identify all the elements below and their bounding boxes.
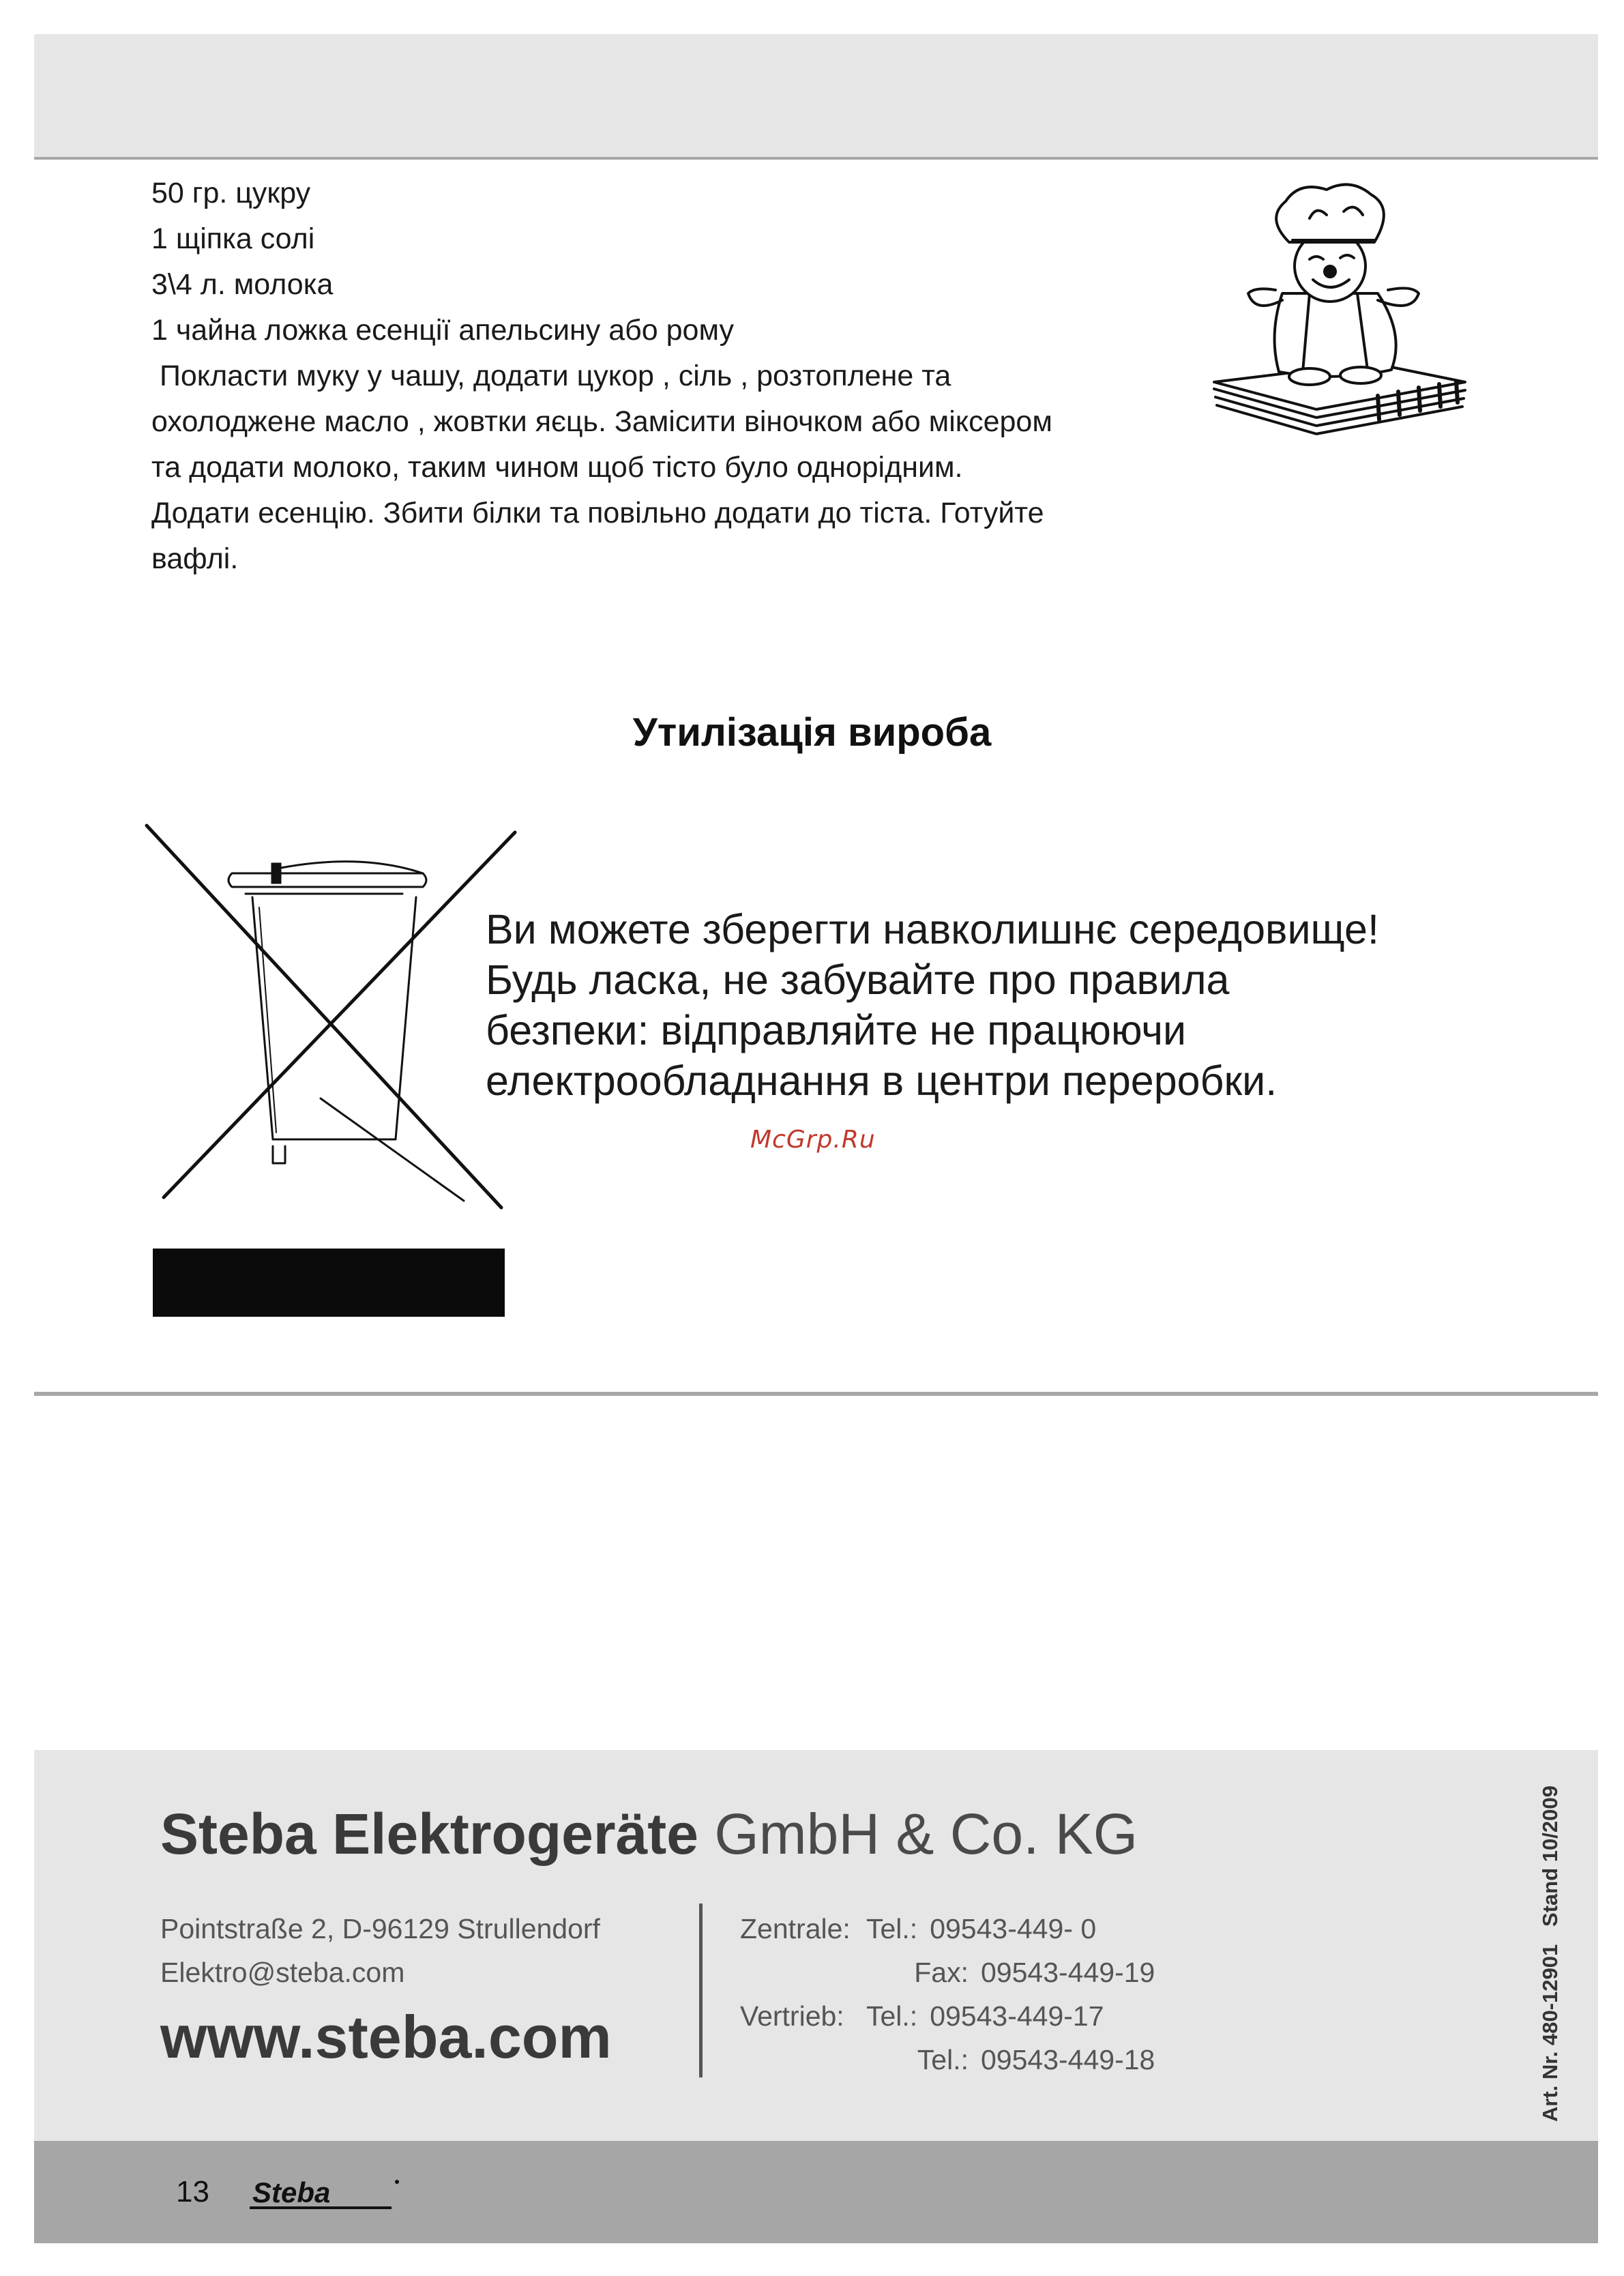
separate-collection-bar: [153, 1249, 505, 1317]
section-divider: [34, 1392, 1598, 1396]
recipe-line: та додати молоко, таким чином щоб тісто було однорідним.: [151, 451, 963, 484]
recipe-line: вафлі.: [151, 542, 239, 575]
contact-row: [740, 1907, 1155, 1951]
contact-row: [740, 1951, 1155, 1994]
contact-row: [740, 1994, 1155, 2038]
eco-message-line: Ви можете зберегти навколишнє середовище!: [486, 906, 1379, 952]
company-name: [160, 1801, 1138, 1867]
contact-type: Tel.:: [866, 2000, 918, 2032]
contact-number: 09543-449-18: [981, 2044, 1155, 2075]
contact-number: 09543-449-17: [930, 2000, 1104, 2032]
disposal-heading: Утилізація вироба: [632, 710, 992, 755]
street-address: Pointstraße 2, D-96129 Strullendorf: [160, 1913, 600, 1944]
recipe-line: 1 щіпка солі: [151, 222, 315, 255]
website-link[interactable]: www.steba.com: [160, 2003, 612, 2071]
company-name-bold: Steba Elektrogeräte: [160, 1802, 698, 1866]
contact-number: 09543-449-19: [981, 1957, 1155, 1988]
recipe-line: Додати есенцію. Збити білки та повільно додати до тіста. Готуйте: [151, 497, 1044, 529]
email-address[interactable]: Elektro@steba.com: [160, 1957, 405, 1988]
article-number: Art. Nr. 480-12901 Stand 10/2009: [1538, 1785, 1562, 2122]
contact-type: Tel.:: [917, 2044, 969, 2075]
contact-department: Vertrieb:: [740, 2000, 844, 2032]
contact-number: 09543-449- 0: [930, 1913, 1097, 1944]
eco-message-line: безпеки: відправляйте не працюючи: [486, 1007, 1187, 1053]
recipe-line: 50 гр. цукру: [151, 177, 311, 209]
contact-numbers: [740, 1907, 1155, 2082]
contact-row: [740, 2038, 1155, 2082]
eco-message: [486, 904, 1379, 1106]
chef-on-waffles-illustration: [1207, 177, 1466, 450]
recipe-line: 1 чайна ложка есенції апельсину або рому: [151, 314, 735, 347]
company-name-rest: GmbH & Co. KG: [698, 1802, 1138, 1866]
steba-logo-text: Steba: [252, 2176, 331, 2208]
top-header-band: [34, 34, 1598, 160]
page-number: 13: [176, 2175, 209, 2208]
watermark: McGrp.Ru: [750, 1126, 876, 1154]
footer-vertical-divider: [699, 1903, 703, 2077]
company-address: [160, 1907, 600, 1994]
recipe-line: охолоджене масло , жовтки яєць. Замісити віночком або міксером: [151, 405, 1052, 438]
contact-type: Tel.:: [866, 1913, 918, 1944]
recipe-text: [151, 171, 1215, 582]
crossed-out-wheelie-bin-icon: [136, 819, 525, 1214]
eco-message-line: електрообладнання в центри переробки.: [486, 1057, 1278, 1104]
steba-logo-icon: [246, 2170, 409, 2217]
eco-message-line: Будь ласка, не забувайте про правила: [486, 957, 1230, 1003]
recipe-line: Покласти муку у чашу, додати цукор , сіль , розтоплене та: [151, 360, 951, 392]
contact-type: Fax:: [914, 1957, 969, 1988]
contact-department: Zentrale:: [740, 1913, 851, 1944]
recipe-line: 3\4 л. молока: [151, 268, 334, 301]
